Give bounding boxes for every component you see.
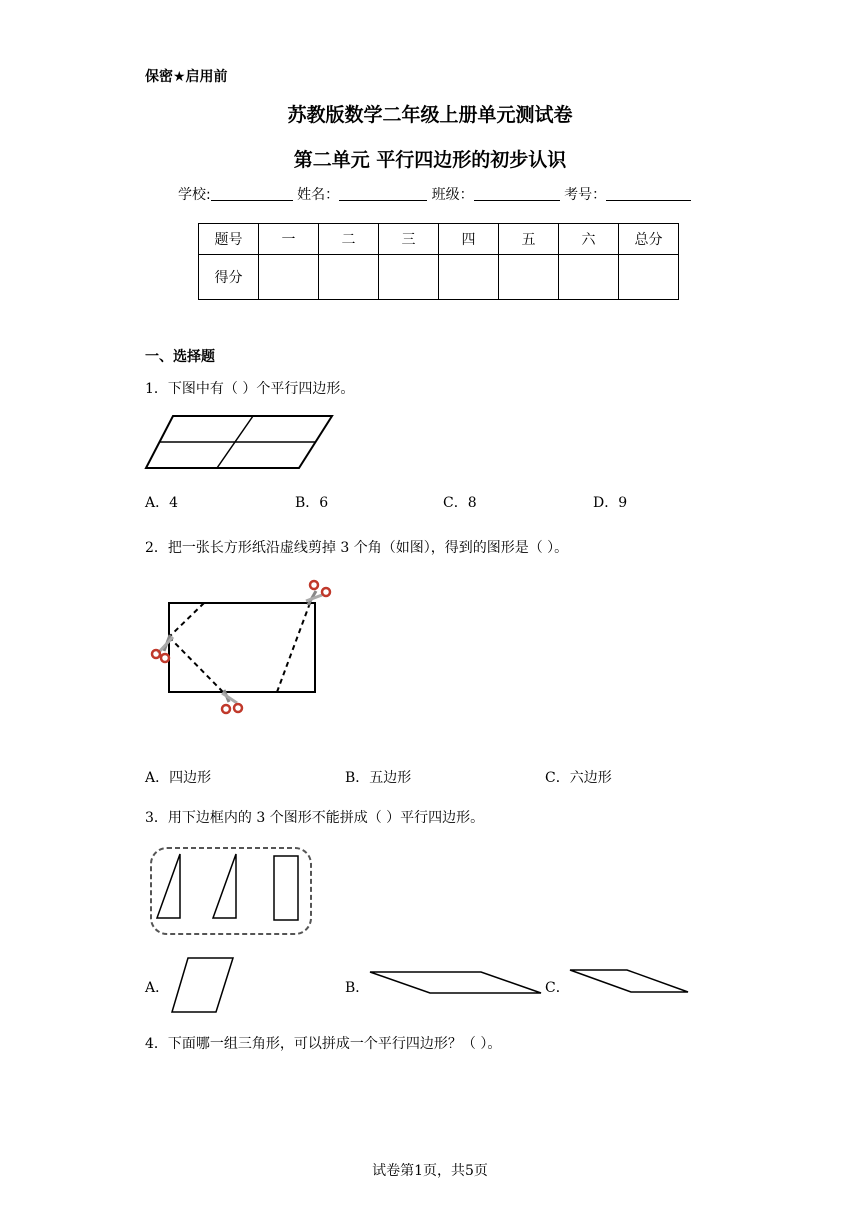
q2-rectangle-cut-figure [140,575,340,725]
section-title: 一、选择题 [145,349,215,365]
page-footer: 试卷第1页，共5页 [372,1163,488,1179]
q3-shapes-box-figure [145,843,315,939]
q3-option-b-parallelogram [368,968,544,996]
school-field[interactable] [211,186,293,201]
table-row [199,255,679,300]
table-cell: 总分 [619,224,679,255]
q3-option-c[interactable]: C． [545,980,570,996]
score-cell[interactable] [499,255,559,300]
q1-parallelogram-figure [140,412,340,472]
q1-option-a[interactable]: A．4 [145,495,179,511]
q3-option-b[interactable]: B． [345,980,370,996]
question-2-text: 2．把一张长方形纸沿虚线剪掉 3 个角（如图），得到的图形是（ ）。 [145,540,569,556]
table-cell: 五 [499,224,559,255]
q1-option-b[interactable]: B．6 [295,495,329,511]
q3-option-a[interactable]: A． [145,980,170,996]
table-cell: 三 [379,224,439,255]
q1-option-c[interactable]: C．8 [443,495,477,511]
table-row [199,224,679,255]
table-cell: 一 [259,224,319,255]
score-cell[interactable] [439,255,499,300]
table-cell: 题号 [199,224,259,255]
q3-option-c-parallelogram [568,966,692,996]
table-cell: 二 [319,224,379,255]
score-cell[interactable] [319,255,379,300]
question-1-text: 1．下图中有（ ）个平行四边形。 [145,381,355,397]
q2-option-a[interactable]: A．四边形 [145,770,212,786]
q3-option-a-parallelogram [170,956,236,1014]
school-label: 学校: [178,187,211,203]
score-cell[interactable] [559,255,619,300]
score-cell[interactable] [379,255,439,300]
class-label: 班级： [431,187,474,203]
name-field[interactable] [339,186,427,201]
table-cell: 得分 [199,255,259,300]
student-info-line [178,184,691,204]
name-label: 姓名： [297,187,340,203]
exam-number-field[interactable] [606,186,691,201]
confidential-label: 保密★启用前 [145,69,228,85]
scissors-icon [222,690,242,713]
question-4-text: 4．下面哪一组三角形，可以拼成一个平行四边形？（ ）。 [145,1036,502,1052]
table-cell: 四 [439,224,499,255]
q1-option-d[interactable]: D．9 [593,495,628,511]
q2-option-b[interactable]: B．五边形 [345,770,412,786]
q2-option-c[interactable]: C．六边形 [545,770,612,786]
class-field[interactable] [474,186,560,201]
score-cell[interactable] [619,255,679,300]
score-table [198,223,679,300]
exam-subtitle: 第二单元 平行四边形的初步认识 [293,149,567,171]
exam-title: 苏教版数学二年级上册单元测试卷 [287,104,573,126]
question-3-text: 3．用下边框内的 3 个图形不能拼成（ ）平行四边形。 [145,810,485,826]
table-cell: 六 [559,224,619,255]
score-cell[interactable] [259,255,319,300]
exam-number-label: 考号： [564,187,607,203]
scissors-icon [306,581,330,605]
